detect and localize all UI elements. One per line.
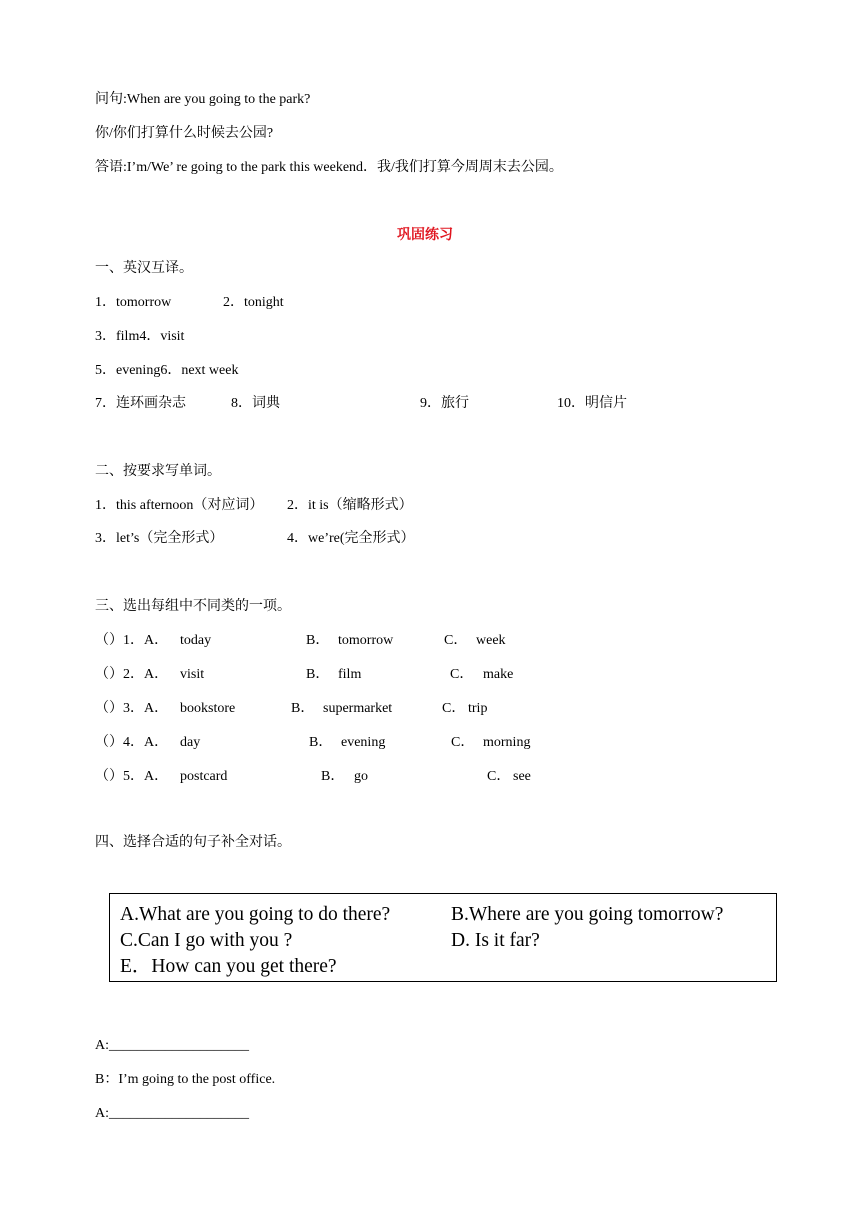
option-c-label: C． (442, 701, 466, 716)
intro-question: 问句:When are you going to the park? (95, 92, 311, 107)
part1-heading: 一、英汉互译。 (95, 261, 193, 276)
option-c: trip (468, 701, 488, 716)
part2-item: 2．it is（缩略形式） (287, 498, 413, 513)
option-c-label: C． (450, 667, 474, 682)
intro-answer: 答语:I’m/We’ re going to the park this weekend．我/我们打算今周周末去公园。 (95, 160, 563, 175)
part1-item: 10．明信片 (557, 396, 627, 411)
option-b-label: B． (309, 735, 333, 750)
question-number: （）5．A． (95, 769, 169, 784)
option-b-label: B． (306, 667, 330, 682)
option-b: go (354, 769, 368, 784)
part1-item: 9．旅行 (420, 396, 469, 411)
option-c: see (513, 769, 531, 784)
part2-item: 3．let’s（完全形式） (95, 531, 224, 546)
option-line: A.What are you going to do there? (120, 904, 391, 925)
dialogue-line: A:____________________ (95, 1106, 249, 1121)
option-c: make (483, 667, 514, 682)
option-line: B.Where are you going tomorrow? (451, 904, 724, 925)
part1-item: 2．tonight (223, 295, 284, 310)
option-a: day (180, 735, 201, 750)
option-line: C.Can I go with you ? (120, 930, 293, 951)
part2-item: 4．we’re(完全形式） (287, 531, 415, 546)
part1-item: 1．tomorrow (95, 295, 172, 310)
part1-item: 7．连环画杂志 (95, 396, 186, 411)
option-c-label: C． (451, 735, 475, 750)
option-a: today (180, 633, 212, 648)
option-b-label: B． (291, 701, 315, 716)
dialogue-line: B：I’m going to the post office. (95, 1072, 276, 1087)
option-b-label: B． (321, 769, 345, 784)
intro-question-chinese: 你/你们打算什么时候去公园? (95, 126, 274, 141)
option-b: evening (341, 735, 386, 750)
option-a: postcard (180, 769, 228, 784)
options-box (109, 893, 777, 982)
option-c-label: C． (487, 769, 511, 784)
question-number: （）3．A． (95, 701, 169, 716)
part1-item: 5．evening6．next week (95, 363, 239, 378)
section-title: 巩固练习 (397, 228, 453, 243)
part1-item: 8．词典 (231, 396, 280, 411)
question-number: （）2．A． (95, 667, 169, 682)
question-number: （）1．A． (95, 633, 169, 648)
option-b: film (338, 667, 362, 682)
option-b: tomorrow (338, 633, 394, 648)
part3-heading: 三、选出每组中不同类的一项。 (95, 599, 291, 614)
option-a: visit (180, 667, 205, 682)
part4-heading: 四、选择合适的句子补全对话。 (95, 835, 291, 850)
part2-item: 1．this afternoon（对应词） (95, 498, 264, 513)
part1-item: 3．film4．visit (95, 329, 185, 344)
option-a: bookstore (180, 701, 236, 716)
option-c: morning (483, 735, 531, 750)
option-b: supermarket (323, 701, 393, 716)
question-number: （）4．A． (95, 735, 169, 750)
dialogue-line: A:____________________ (95, 1038, 249, 1053)
option-line: D. Is it far? (451, 930, 540, 951)
option-c-label: C． (444, 633, 468, 648)
option-b-label: B． (306, 633, 330, 648)
option-line: E．How can you get there? (120, 956, 337, 977)
part2-heading: 二、按要求写单词。 (95, 464, 221, 479)
option-c: week (476, 633, 506, 648)
